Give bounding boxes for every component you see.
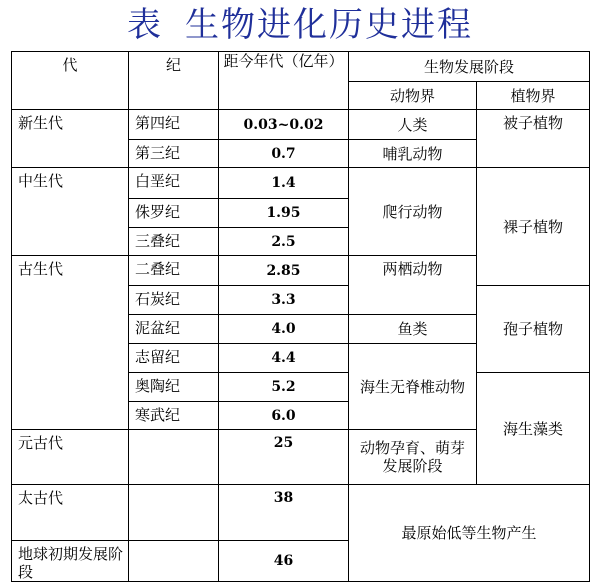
title-prefix: 表	[127, 5, 163, 45]
animal-cell: 鱼类	[349, 315, 477, 344]
period-cell: 二叠纪	[129, 256, 219, 286]
period-cell	[129, 541, 219, 582]
header-development: 生物发展阶段	[349, 52, 590, 82]
era-cell: 地球初期发展阶段	[12, 541, 129, 582]
period-cell: 侏罗纪	[129, 199, 219, 228]
period-cell: 奥陶纪	[129, 373, 219, 402]
period-cell: 石炭纪	[129, 286, 219, 315]
era-cell: 中生代	[12, 168, 129, 256]
time-cell: 38	[219, 485, 349, 541]
animal-cell: 两栖动物	[349, 256, 477, 315]
period-cell	[129, 430, 219, 485]
page-title	[0, 0, 600, 52]
header-time: 距今年代（亿年）	[219, 52, 349, 110]
evolution-table	[11, 51, 590, 582]
era-cell: 古生代	[12, 256, 129, 430]
period-cell: 白垩纪	[129, 168, 219, 199]
time-cell: 1.4	[219, 168, 349, 199]
table-row	[12, 168, 590, 199]
plant-cell: 被子植物	[477, 110, 590, 168]
time-cell: 3.3	[219, 286, 349, 315]
plant-cell: 海生藻类	[477, 373, 590, 485]
header-plant: 植物界	[477, 82, 590, 110]
table-row	[12, 110, 590, 140]
time-cell: 46	[219, 541, 349, 582]
time-cell: 1.95	[219, 199, 349, 228]
animal-cell: 动物孕育、萌芽发展阶段	[349, 430, 477, 485]
era-cell: 太古代	[12, 485, 129, 541]
time-cell: 0.7	[219, 140, 349, 168]
plant-cell: 孢子植物	[477, 286, 590, 373]
header-animal: 动物界	[349, 82, 477, 110]
period-cell: 志留纪	[129, 344, 219, 373]
title-text: 生物进化历史进程	[185, 5, 473, 45]
period-cell: 泥盆纪	[129, 315, 219, 344]
table-row	[12, 485, 590, 541]
era-cell: 新生代	[12, 110, 129, 168]
time-cell: 0.03~0.02	[219, 110, 349, 140]
time-cell: 4.0	[219, 315, 349, 344]
time-cell: 25	[219, 430, 349, 485]
header-period: 纪	[129, 52, 219, 110]
animal-cell: 海生无脊椎动物	[349, 344, 477, 430]
period-cell: 三叠纪	[129, 228, 219, 256]
header-era: 代	[12, 52, 129, 110]
animal-cell: 哺乳动物	[349, 140, 477, 168]
animal-cell: 爬行动物	[349, 168, 477, 256]
time-cell: 2.5	[219, 228, 349, 256]
period-cell	[129, 485, 219, 541]
time-cell: 6.0	[219, 402, 349, 430]
period-cell: 第四纪	[129, 110, 219, 140]
period-cell: 寒武纪	[129, 402, 219, 430]
time-cell: 5.2	[219, 373, 349, 402]
earliest-life-cell: 最原始低等生物产生	[349, 485, 590, 582]
plant-cell: 裸子植物	[477, 168, 590, 286]
time-cell: 4.4	[219, 344, 349, 373]
time-cell: 2.85	[219, 256, 349, 286]
era-cell: 元古代	[12, 430, 129, 485]
period-cell: 第三纪	[129, 140, 219, 168]
animal-cell: 人类	[349, 110, 477, 140]
